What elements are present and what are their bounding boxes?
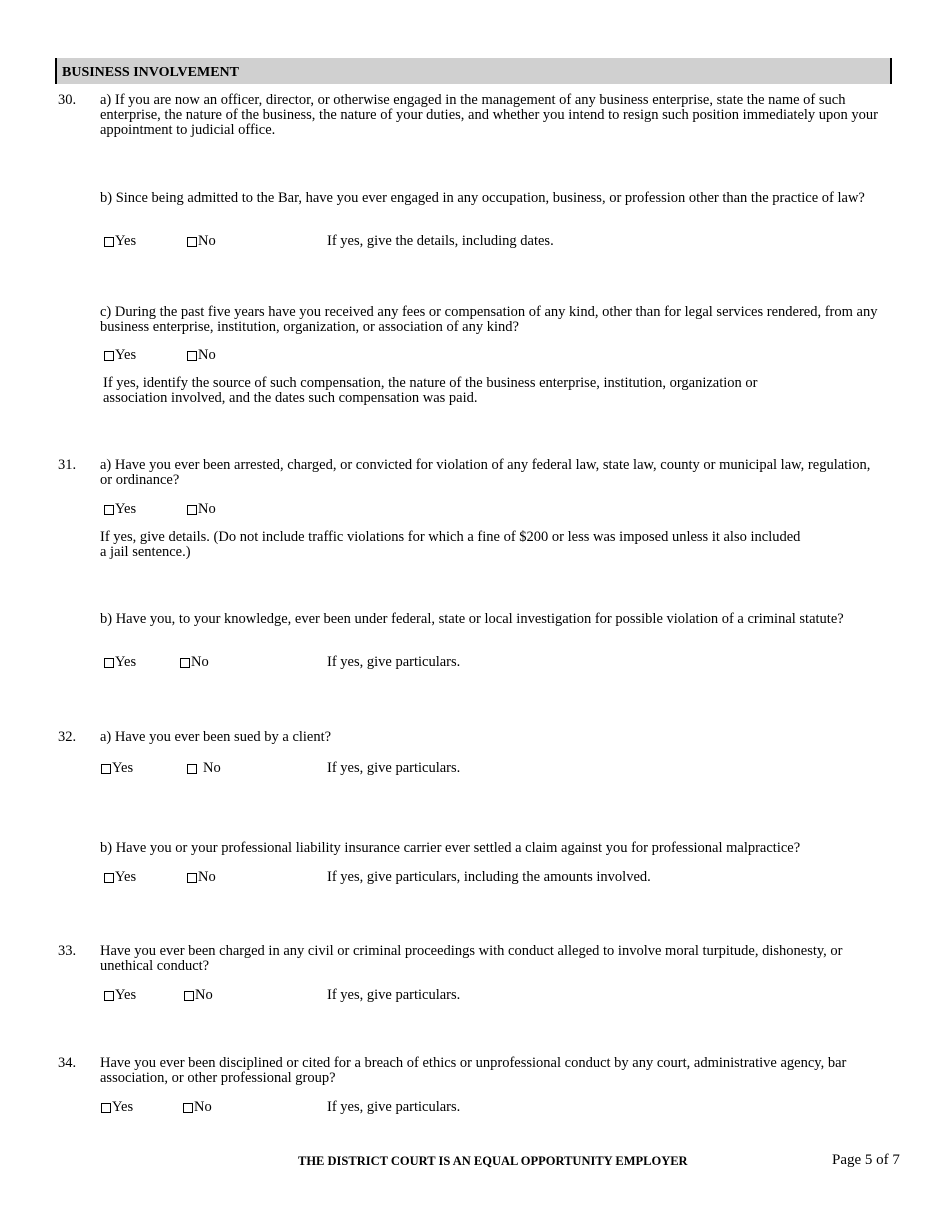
q30c-yes-checkbox[interactable]: Yes bbox=[104, 348, 136, 363]
question-32a-text: a) Have you ever been sued by a client? bbox=[100, 729, 332, 745]
q34-yes-checkbox[interactable]: Yes bbox=[101, 1100, 133, 1115]
section-header bbox=[55, 58, 892, 84]
checkbox-icon bbox=[101, 1103, 111, 1113]
q31a-followup: If yes, give details. (Do not include traffic violations for which a fine of $200 or less was imposed unless it also included a jail sentence.) bbox=[100, 529, 801, 560]
q32a-yes-checkbox[interactable]: Yes bbox=[101, 761, 133, 776]
checkbox-icon bbox=[183, 1103, 193, 1113]
q31a-no-checkbox[interactable]: No bbox=[187, 502, 216, 517]
checkbox-icon bbox=[184, 991, 194, 1001]
footer-notice: THE DISTRICT COURT IS AN EQUAL OPPORTUNITY EMPLOYER bbox=[298, 1154, 688, 1168]
checkbox-icon bbox=[104, 658, 114, 668]
q30c-no-checkbox[interactable]: No bbox=[187, 348, 216, 363]
question-32b-text: b) Have you or your professional liability insurance carrier ever settled a claim against you for professional malpractice? bbox=[100, 840, 801, 856]
q33-yes-checkbox[interactable]: Yes bbox=[104, 988, 136, 1003]
q33-followup: If yes, give particulars. bbox=[327, 987, 461, 1003]
q33-no-checkbox[interactable]: No bbox=[184, 988, 213, 1003]
question-30b-text: b) Since being admitted to the Bar, have you ever engaged in any occupation, business, or profession other than the practice of law? bbox=[100, 190, 865, 206]
checkbox-icon bbox=[101, 764, 111, 774]
q34-no-checkbox[interactable]: No bbox=[183, 1100, 212, 1115]
checkbox-icon bbox=[187, 873, 197, 883]
question-30c-text: c) During the past five years have you received any fees or compensation of any kind, other than for legal services rendered, from any business enterprise, institution, organization, or association of any kind? bbox=[100, 304, 878, 335]
checkbox-icon bbox=[104, 237, 114, 247]
checkbox-icon bbox=[187, 505, 197, 515]
q31b-followup: If yes, give particulars. bbox=[327, 654, 461, 670]
q32a-followup: If yes, give particulars. bbox=[327, 760, 461, 776]
section-title: BUSINESS INVOLVEMENT bbox=[62, 65, 239, 80]
q32b-no-checkbox[interactable]: No bbox=[187, 870, 216, 885]
q30b-no-checkbox[interactable]: No bbox=[187, 234, 216, 249]
q31b-no-checkbox[interactable]: No bbox=[180, 655, 209, 670]
checkbox-icon bbox=[187, 351, 197, 361]
checkbox-icon bbox=[104, 505, 114, 515]
q34-followup: If yes, give particulars. bbox=[327, 1099, 461, 1115]
question-30a-text: a) If you are now an officer, director, or otherwise engaged in the management of any business enterprise, state the name of such enterprise, the nature of the business, the nature of your duties, and whether you intend to resign such position immediately upon your appointment to judicial office. bbox=[100, 92, 878, 138]
checkbox-icon bbox=[187, 237, 197, 247]
question-31b-text: b) Have you, to your knowledge, ever been under federal, state or local investigation for possible violation of a criminal statute? bbox=[100, 611, 844, 627]
checkbox-icon bbox=[104, 991, 114, 1001]
question-31a-text: a) Have you ever been arrested, charged, or convicted for violation of any federal law, state law, county or municipal law, regulation, or ordinance? bbox=[100, 457, 871, 488]
question-number-33: 33. bbox=[58, 943, 77, 959]
q32a-no-checkbox[interactable]: No bbox=[187, 761, 221, 776]
question-number-30: 30. bbox=[58, 92, 77, 108]
question-33-text: Have you ever been charged in any civil or criminal proceedings with conduct alleged to involve moral turpitude, dishonesty, or unethical conduct? bbox=[100, 943, 843, 974]
question-34-text: Have you ever been disciplined or cited for a breach of ethics or unprofessional conduct by any court, administrative agency, bar association, or other professional group? bbox=[100, 1055, 847, 1086]
q31a-yes-checkbox[interactable]: Yes bbox=[104, 502, 136, 517]
question-number-32: 32. bbox=[58, 729, 77, 745]
page-number: Page 5 of 7 bbox=[832, 1152, 900, 1168]
checkbox-icon bbox=[104, 873, 114, 883]
q32b-yes-checkbox[interactable]: Yes bbox=[104, 870, 136, 885]
q30b-followup: If yes, give the details, including dates. bbox=[327, 233, 554, 249]
checkbox-icon bbox=[187, 764, 197, 774]
question-number-31: 31. bbox=[58, 457, 77, 473]
checkbox-icon bbox=[104, 351, 114, 361]
checkbox-icon bbox=[180, 658, 190, 668]
question-number-34: 34. bbox=[58, 1055, 77, 1071]
q30c-followup: If yes, identify the source of such compensation, the nature of the business enterprise, institution, organization or association involved, and the dates such compensation was paid. bbox=[103, 375, 758, 406]
q30b-yes-checkbox[interactable]: Yes bbox=[104, 234, 136, 249]
q31b-yes-checkbox[interactable]: Yes bbox=[104, 655, 136, 670]
q32b-followup: If yes, give particulars, including the amounts involved. bbox=[327, 869, 651, 885]
